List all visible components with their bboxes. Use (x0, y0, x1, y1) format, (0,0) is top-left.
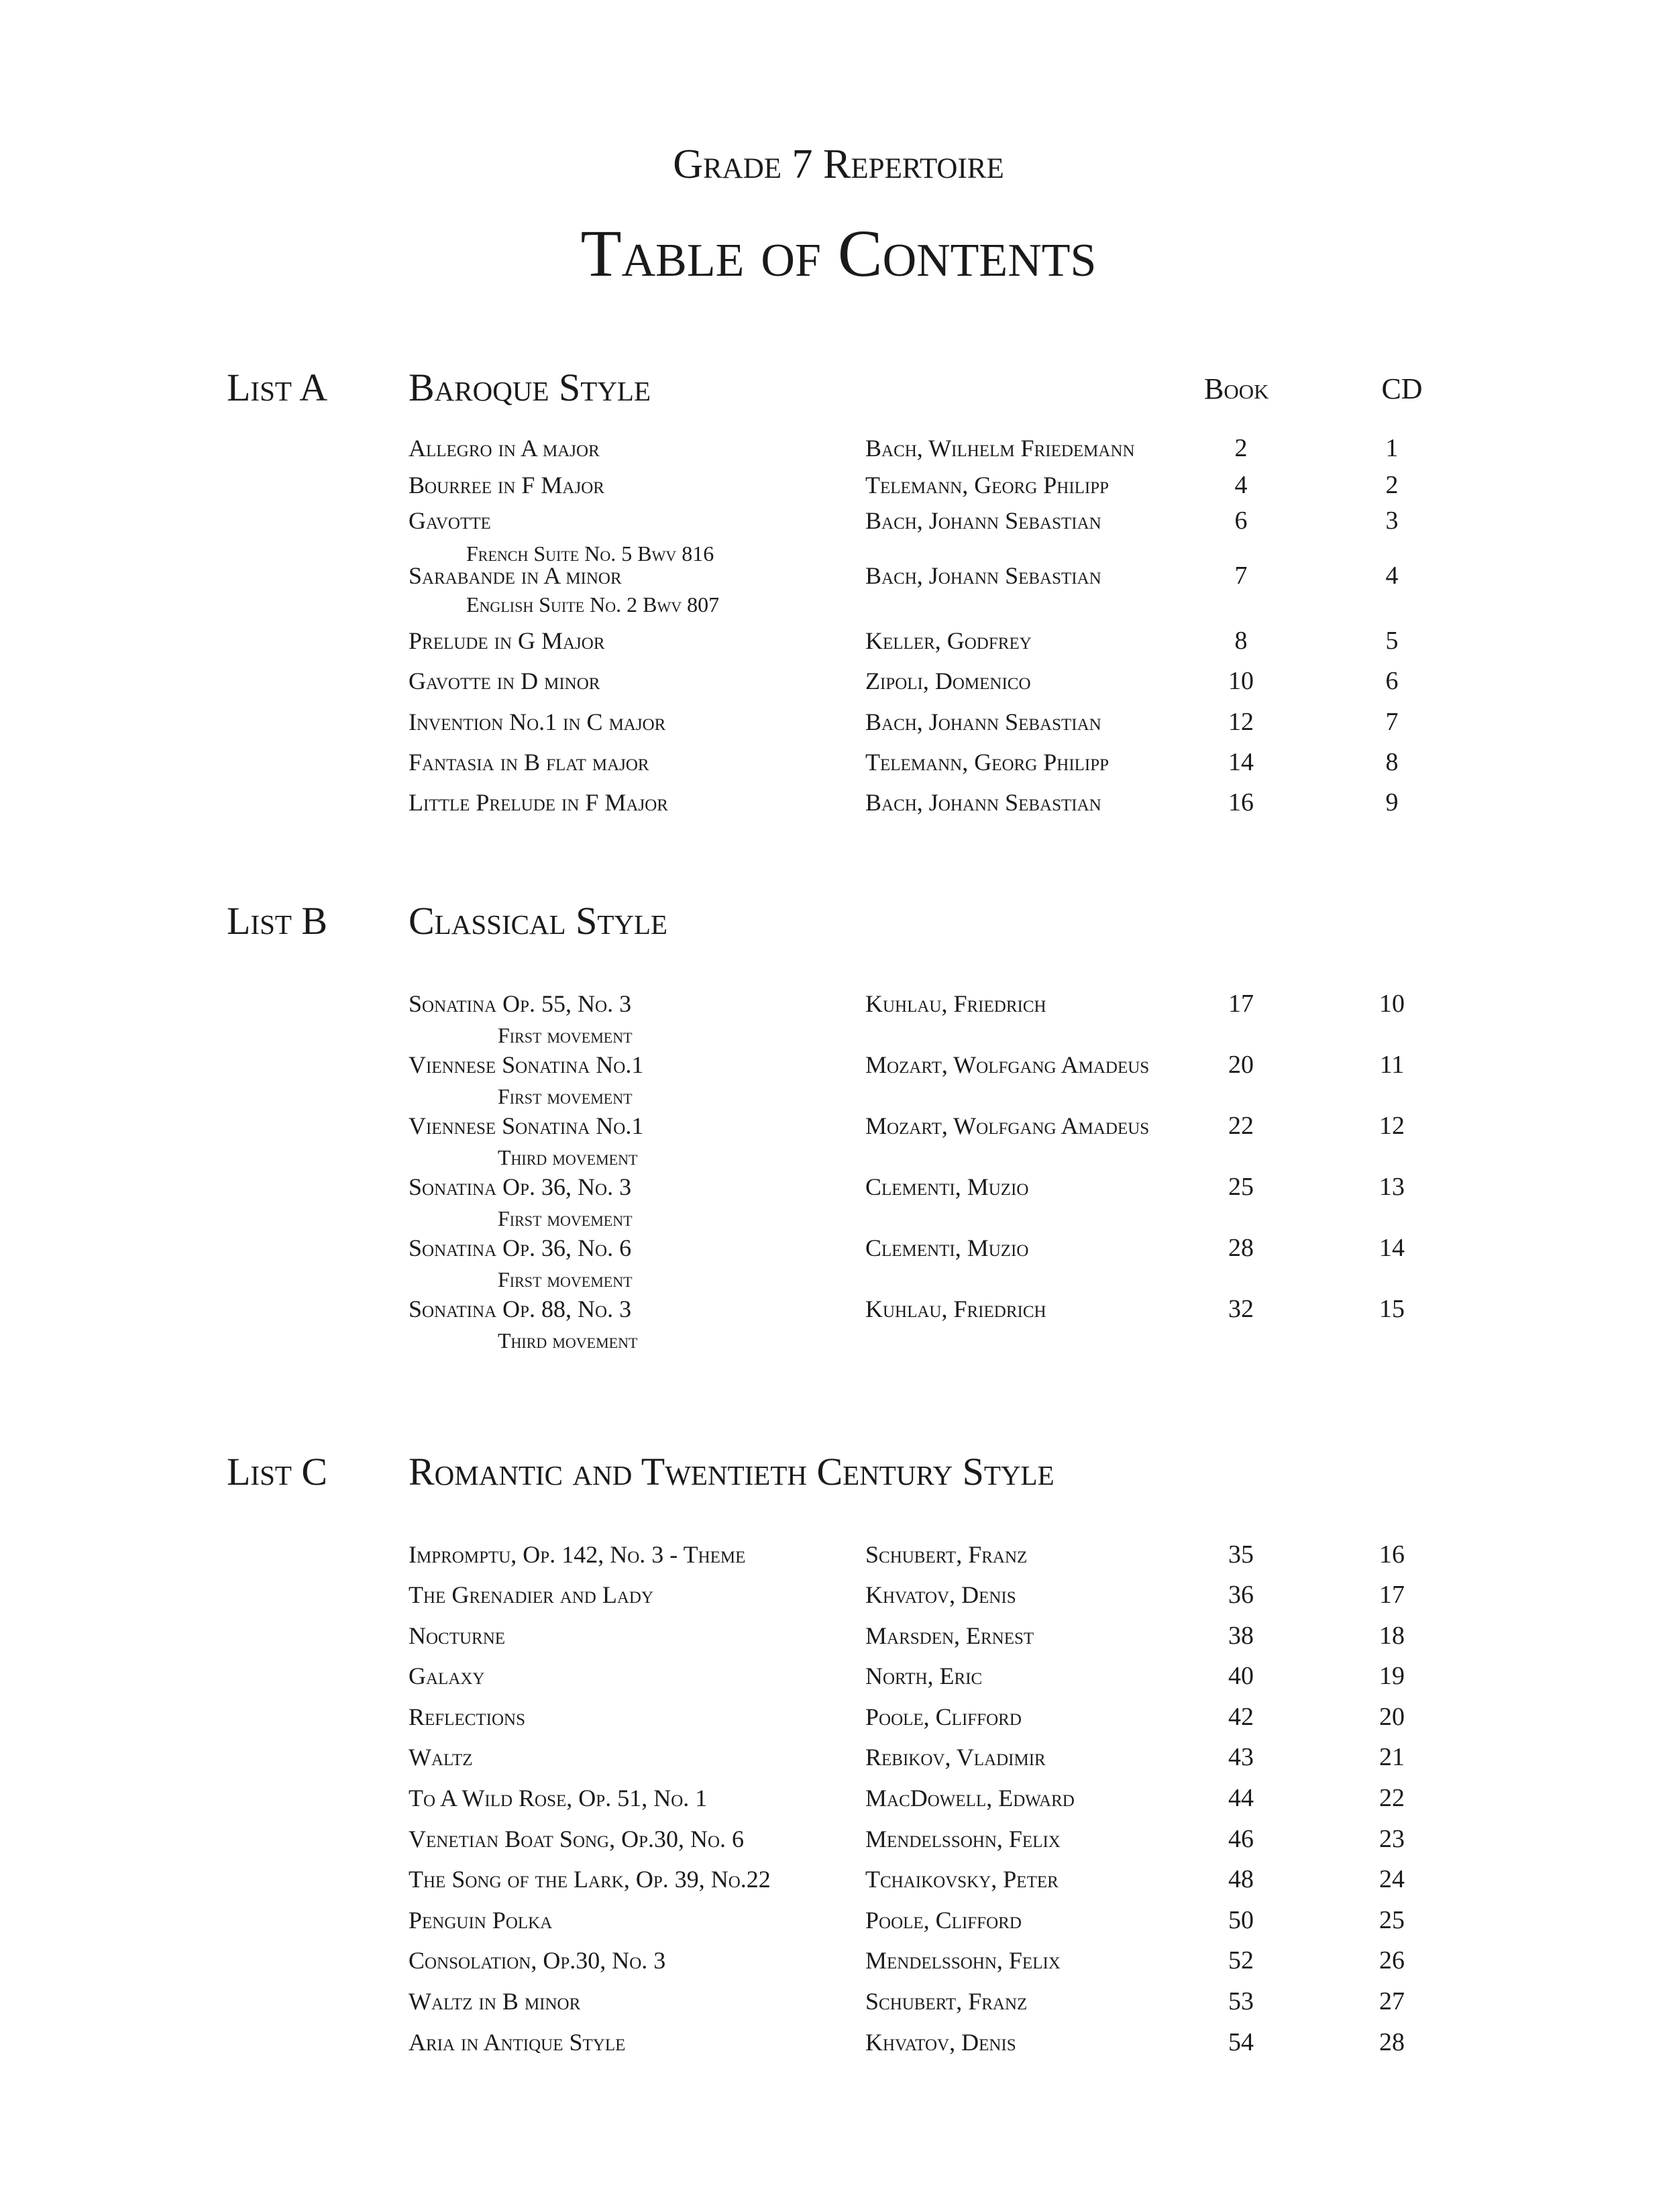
entry-book-page: 4 (1234, 471, 1248, 499)
list-a-label: List A (227, 366, 328, 409)
entry-title: Allegro in A major (409, 435, 600, 462)
entry-cd-track: 16 (1379, 1540, 1405, 1569)
entry-title: Sonatina Op. 55, No. 3 (409, 990, 632, 1017)
entry-title: Little Prelude in F Major (409, 789, 668, 816)
entry-cd-track: 23 (1379, 1825, 1405, 1853)
entry-title: Reflections (409, 1703, 526, 1730)
entry-book-page: 25 (1228, 1173, 1254, 1201)
entry-book-page: 2 (1234, 434, 1248, 462)
entry-cd-track: 7 (1385, 708, 1399, 736)
entry-subtitle: Third movement (498, 1145, 638, 1169)
entry-title: Fantasia in B flat major (409, 749, 649, 776)
entry-composer: Marsden, Ernest (865, 1622, 1034, 1649)
entry-composer: Bach, Johann Sebastian (865, 562, 1101, 589)
entry-book-page: 44 (1228, 1784, 1254, 1812)
entry-cd-track: 9 (1385, 788, 1399, 817)
entry-book-page: 32 (1228, 1295, 1254, 1323)
entry-composer: Bach, Johann Sebastian (865, 708, 1101, 735)
list-c-label: List C (227, 1450, 328, 1493)
entry-title: Penguin Polka (409, 1907, 553, 1934)
entry-title: Sonatina Op. 88, No. 3 (409, 1296, 632, 1322)
entry-title: The Grenadier and Lady (409, 1581, 654, 1608)
entry-cd-track: 8 (1385, 748, 1399, 776)
entry-book-page: 22 (1228, 1112, 1254, 1140)
entry-book-page: 14 (1228, 748, 1254, 776)
entry-book-page: 48 (1228, 1865, 1254, 1893)
entry-composer: Keller, Godfrey (865, 627, 1032, 654)
entry-title: Sonatina Op. 36, No. 6 (409, 1234, 632, 1261)
entry-cd-track: 11 (1379, 1051, 1405, 1079)
entry-composer: Bach, Wilhelm Friedemann (865, 435, 1135, 462)
entry-composer: Kuhlau, Friedrich (865, 990, 1046, 1017)
entry-subtitle: First movement (498, 1206, 633, 1230)
page-subtitle: Grade 7 Repertoire (673, 142, 1004, 187)
entry-subtitle: Third movement (498, 1328, 638, 1353)
entry-title: Waltz (409, 1744, 473, 1771)
entry-book-page: 17 (1228, 990, 1254, 1018)
entry-title: Waltz in B minor (409, 1988, 581, 2015)
list-a-title: Baroque Style (409, 366, 651, 409)
entry-composer: Khvatov, Denis (865, 2029, 1016, 2056)
entry-title: Gavotte in D minor (409, 668, 600, 694)
entry-composer: Telemann, Georg Philipp (865, 749, 1110, 776)
entry-book-page: 53 (1228, 1987, 1254, 2015)
entry-composer: Rebikov, Vladimir (865, 1744, 1046, 1771)
entry-composer: Clementi, Muzio (865, 1173, 1029, 1200)
entry-composer: MacDowell, Edward (865, 1785, 1075, 1811)
entry-book-page: 8 (1234, 627, 1248, 655)
entry-subtitle: French Suite No. 5 Bwv 816 (466, 541, 714, 566)
entry-composer: Poole, Clifford (865, 1703, 1022, 1730)
entry-composer: Bach, Johann Sebastian (865, 789, 1101, 816)
entry-composer: Tchaikovsky, Peter (865, 1866, 1059, 1893)
entry-composer: Schubert, Franz (865, 1988, 1028, 2015)
entry-title: Sarabande in A minor (409, 562, 622, 589)
entry-book-page: 36 (1228, 1581, 1254, 1609)
entry-cd-track: 17 (1379, 1581, 1405, 1609)
entry-subtitle: First movement (498, 1267, 633, 1292)
entry-title: The Song of the Lark, Op. 39, No.22 (409, 1866, 771, 1893)
entry-book-page: 10 (1228, 667, 1254, 695)
entry-book-page: 28 (1228, 1234, 1254, 1262)
entry-cd-track: 27 (1379, 1987, 1405, 2015)
entry-book-page: 54 (1228, 2028, 1254, 2056)
entry-title: Consolation, Op.30, No. 3 (409, 1947, 666, 1974)
entry-composer: Mozart, Wolfgang Amadeus (865, 1112, 1150, 1139)
entry-cd-track: 10 (1379, 990, 1405, 1018)
entry-book-page: 7 (1234, 562, 1248, 590)
entry-cd-track: 15 (1379, 1295, 1405, 1323)
entry-cd-track: 14 (1379, 1234, 1405, 1262)
list-b-label: List B (227, 899, 328, 943)
entry-composer: Zipoli, Domenico (865, 668, 1031, 694)
entry-cd-track: 24 (1379, 1865, 1405, 1893)
page-title: Table of Contents (580, 216, 1097, 291)
entry-composer: Clementi, Muzio (865, 1234, 1029, 1261)
entry-composer: Mozart, Wolfgang Amadeus (865, 1051, 1150, 1078)
entry-book-page: 6 (1234, 507, 1248, 535)
entry-cd-track: 12 (1379, 1112, 1405, 1140)
entry-title: To A Wild Rose, Op. 51, No. 1 (409, 1785, 708, 1811)
entry-book-page: 16 (1228, 788, 1254, 817)
entry-subtitle: First movement (498, 1023, 633, 1047)
entry-title: Nocturne (409, 1622, 506, 1649)
entry-cd-track: 18 (1379, 1622, 1405, 1650)
entry-cd-track: 3 (1385, 507, 1399, 535)
book-column-header: Book (1204, 372, 1269, 405)
entry-cd-track: 20 (1379, 1703, 1405, 1731)
entry-cd-track: 25 (1379, 1906, 1405, 1934)
entry-title: Galaxy (409, 1663, 485, 1689)
entry-book-page: 38 (1228, 1622, 1254, 1650)
list-c-title: Romantic and Twentieth Century Style (409, 1450, 1054, 1493)
entry-title: Invention No.1 in C major (409, 708, 666, 735)
cd-column-header: CD (1381, 372, 1423, 405)
entry-cd-track: 28 (1379, 2028, 1405, 2056)
entry-title: Venetian Boat Song, Op.30, No. 6 (409, 1826, 745, 1852)
entry-title: Gavotte (409, 507, 491, 534)
entry-title: Impromptu, Op. 142, No. 3 - Theme (409, 1541, 746, 1568)
entry-title: Bourree in F Major (409, 472, 604, 498)
entry-title: Prelude in G Major (409, 627, 605, 654)
entry-book-page: 35 (1228, 1540, 1254, 1569)
entry-cd-track: 5 (1385, 627, 1399, 655)
entry-cd-track: 2 (1385, 471, 1399, 499)
entry-book-page: 12 (1228, 708, 1254, 736)
entry-cd-track: 26 (1379, 1946, 1405, 1974)
entry-book-page: 40 (1228, 1662, 1254, 1690)
entry-cd-track: 19 (1379, 1662, 1405, 1690)
entry-composer: Telemann, Georg Philipp (865, 472, 1110, 498)
entry-composer: Schubert, Franz (865, 1541, 1028, 1568)
entry-book-page: 20 (1228, 1051, 1254, 1079)
entry-title: Aria in Antique Style (409, 2029, 626, 2056)
entry-subtitle: First movement (498, 1084, 633, 1108)
entry-cd-track: 13 (1379, 1173, 1405, 1201)
entry-cd-track: 6 (1385, 667, 1399, 695)
entry-cd-track: 22 (1379, 1784, 1405, 1812)
entry-title: Viennese Sonatina No.1 (409, 1112, 644, 1139)
entry-composer: Mendelssohn, Felix (865, 1947, 1061, 1974)
entry-cd-track: 4 (1385, 562, 1399, 590)
entry-book-page: 52 (1228, 1946, 1254, 1974)
entry-composer: Mendelssohn, Felix (865, 1826, 1061, 1852)
entry-subtitle: English Suite No. 2 Bwv 807 (466, 592, 720, 617)
entry-book-page: 50 (1228, 1906, 1254, 1934)
entry-book-page: 43 (1228, 1743, 1254, 1771)
entry-composer: North, Eric (865, 1663, 983, 1689)
entry-title: Sonatina Op. 36, No. 3 (409, 1173, 632, 1200)
entry-cd-track: 21 (1379, 1743, 1405, 1771)
entry-composer: Bach, Johann Sebastian (865, 507, 1101, 534)
entry-cd-track: 1 (1385, 434, 1399, 462)
list-b-title: Classical Style (409, 899, 668, 943)
entry-book-page: 42 (1228, 1703, 1254, 1731)
entry-composer: Poole, Clifford (865, 1907, 1022, 1934)
entry-book-page: 46 (1228, 1825, 1254, 1853)
entry-composer: Khvatov, Denis (865, 1581, 1016, 1608)
entry-composer: Kuhlau, Friedrich (865, 1296, 1046, 1322)
entry-title: Viennese Sonatina No.1 (409, 1051, 644, 1078)
